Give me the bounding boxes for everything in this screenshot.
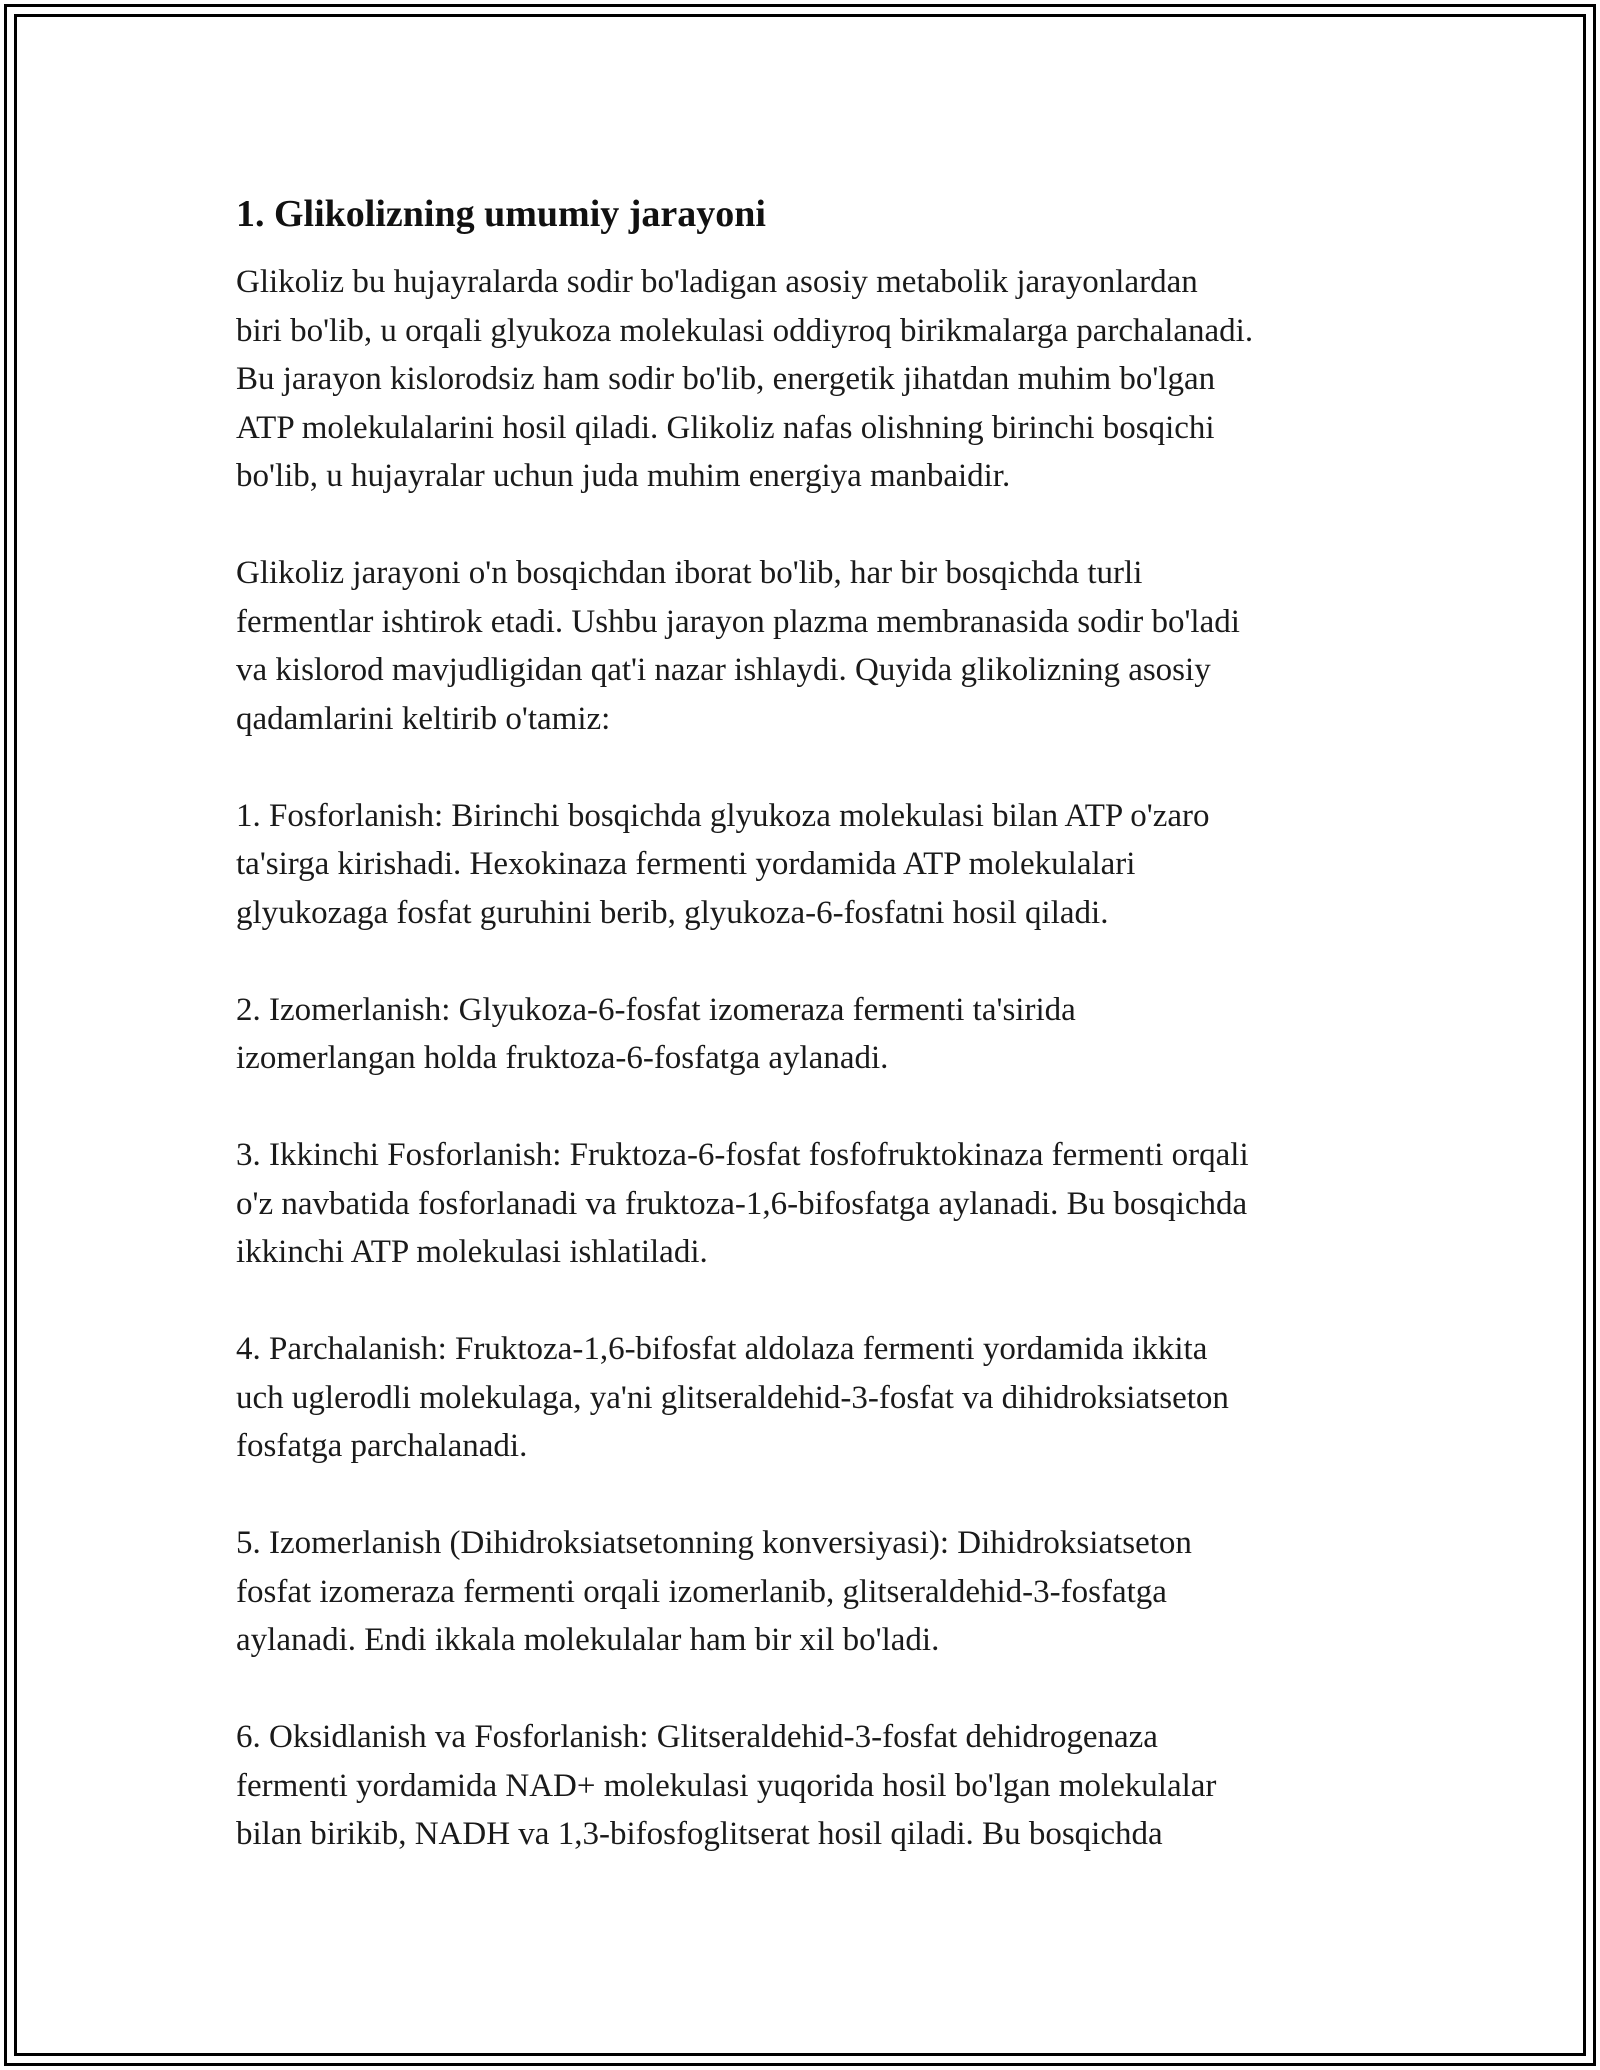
text-line: bo'lib, u hujayralar uchun juda muhim energiya manbaidir. bbox=[236, 458, 1011, 494]
text-line: fermenti yordamida NAD+ molekulasi yuqorida hosil bo'lgan molekulalar bbox=[236, 1767, 1217, 1804]
paragraph-step-4 bbox=[236, 1325, 1396, 1471]
paragraph-step-3 bbox=[236, 1131, 1396, 1277]
text-line: Bu jarayon kislorodsiz ham sodir bo'lib, energetik jihatdan muhim bo'lgan bbox=[236, 361, 1216, 397]
paragraph-intro bbox=[236, 258, 1396, 501]
text-line: 2. Izomerlanish: Glyukoza-6-fosfat izomeraza fermenti ta'sirida bbox=[236, 991, 1076, 1028]
text-line: aylanadi. Endi ikkala molekulalar ham bir xil bo'ladi. bbox=[236, 1622, 940, 1658]
text-line: ikkinchi ATP molekulasi ishlatiladi. bbox=[236, 1234, 708, 1270]
text-line: 1. Fosforlanish: Birinchi bosqichda glyukoza molekulasi bilan ATP o'zaro bbox=[236, 797, 1210, 834]
text-line: 5. Izomerlanish (Dihidroksiatsetonning konversiyasi): Dihidroksiatseton bbox=[236, 1525, 1192, 1561]
text-line: o'z navbatida fosforlanadi va fruktoza-1,6-bifosfatga aylanadi. Bu bosqichda bbox=[236, 1185, 1248, 1222]
section-heading: 1. Glikolizning umumiy jarayoni bbox=[236, 193, 766, 235]
text-line: glyukozaga fosfat guruhini berib, glyukoza-6-fosfatni hosil qiladi. bbox=[236, 894, 1109, 931]
text-line: izomerlangan holda fruktoza-6-fosfatga aylanadi. bbox=[236, 1040, 889, 1076]
paragraph-step-5 bbox=[236, 1519, 1396, 1665]
text-line: 4. Parchalanish: Fruktoza-1,6-bifosfat aldolaza fermenti yordamida ikkita bbox=[236, 1331, 1208, 1367]
text-line: ATP molekulalarini hosil qiladi. Glikoliz nafas olishning birinchi bosqichi bbox=[236, 409, 1215, 446]
text-line: Glikoliz jarayoni o'n bosqichdan iborat bo'lib, har bir bosqichda turli bbox=[236, 555, 1143, 591]
text-line: bilan birikib, NADH va 1,3-bifosfoglitserat hosil qiladi. Bu bosqichda bbox=[236, 1816, 1163, 1852]
text-line: Glikoliz bu hujayralarda sodir bo'ladigan asosiy metabolik jarayonlardan bbox=[236, 264, 1198, 300]
paragraph-step-6 bbox=[236, 1713, 1396, 1859]
document-body bbox=[236, 186, 1396, 1907]
text-line: fosfatga parchalanadi. bbox=[236, 1428, 528, 1464]
text-line: uch uglerodli molekulaga, ya'ni glitseraldehid-3-fosfat va dihidroksiatseton bbox=[236, 1379, 1229, 1416]
text-line: 6. Oksidlanish va Fosforlanish: Glitseraldehid-3-fosfat dehidrogenaza bbox=[236, 1719, 1158, 1755]
paragraph-overview bbox=[236, 549, 1396, 743]
text-line: fosfat izomeraza fermenti orqali izomerlanib, glitseraldehid-3-fosfatga bbox=[236, 1573, 1167, 1610]
text-line: ta'sirga kirishadi. Hexokinaza fermenti yordamida ATP molekulalari bbox=[236, 846, 1136, 882]
text-line: fermentlar ishtirok etadi. Ushbu jarayon plazma membranasida sodir bo'ladi bbox=[236, 603, 1240, 640]
text-line: biri bo'lib, u orqali glyukoza molekulasi oddiyroq birikmalarga parchalanadi. bbox=[236, 312, 1254, 349]
paragraph-step-1 bbox=[236, 792, 1396, 938]
text-line: qadamlarini keltirib o'tamiz: bbox=[236, 700, 611, 737]
paragraph-step-2 bbox=[236, 986, 1396, 1083]
text-line: va kislorod mavjudligidan qat'i nazar ishlaydi. Quyida glikolizning asosiy bbox=[236, 652, 1211, 688]
text-line: 3. Ikkinchi Fosforlanish: Fruktoza-6-fosfat fosfofruktokinaza fermenti orqali bbox=[236, 1137, 1249, 1173]
